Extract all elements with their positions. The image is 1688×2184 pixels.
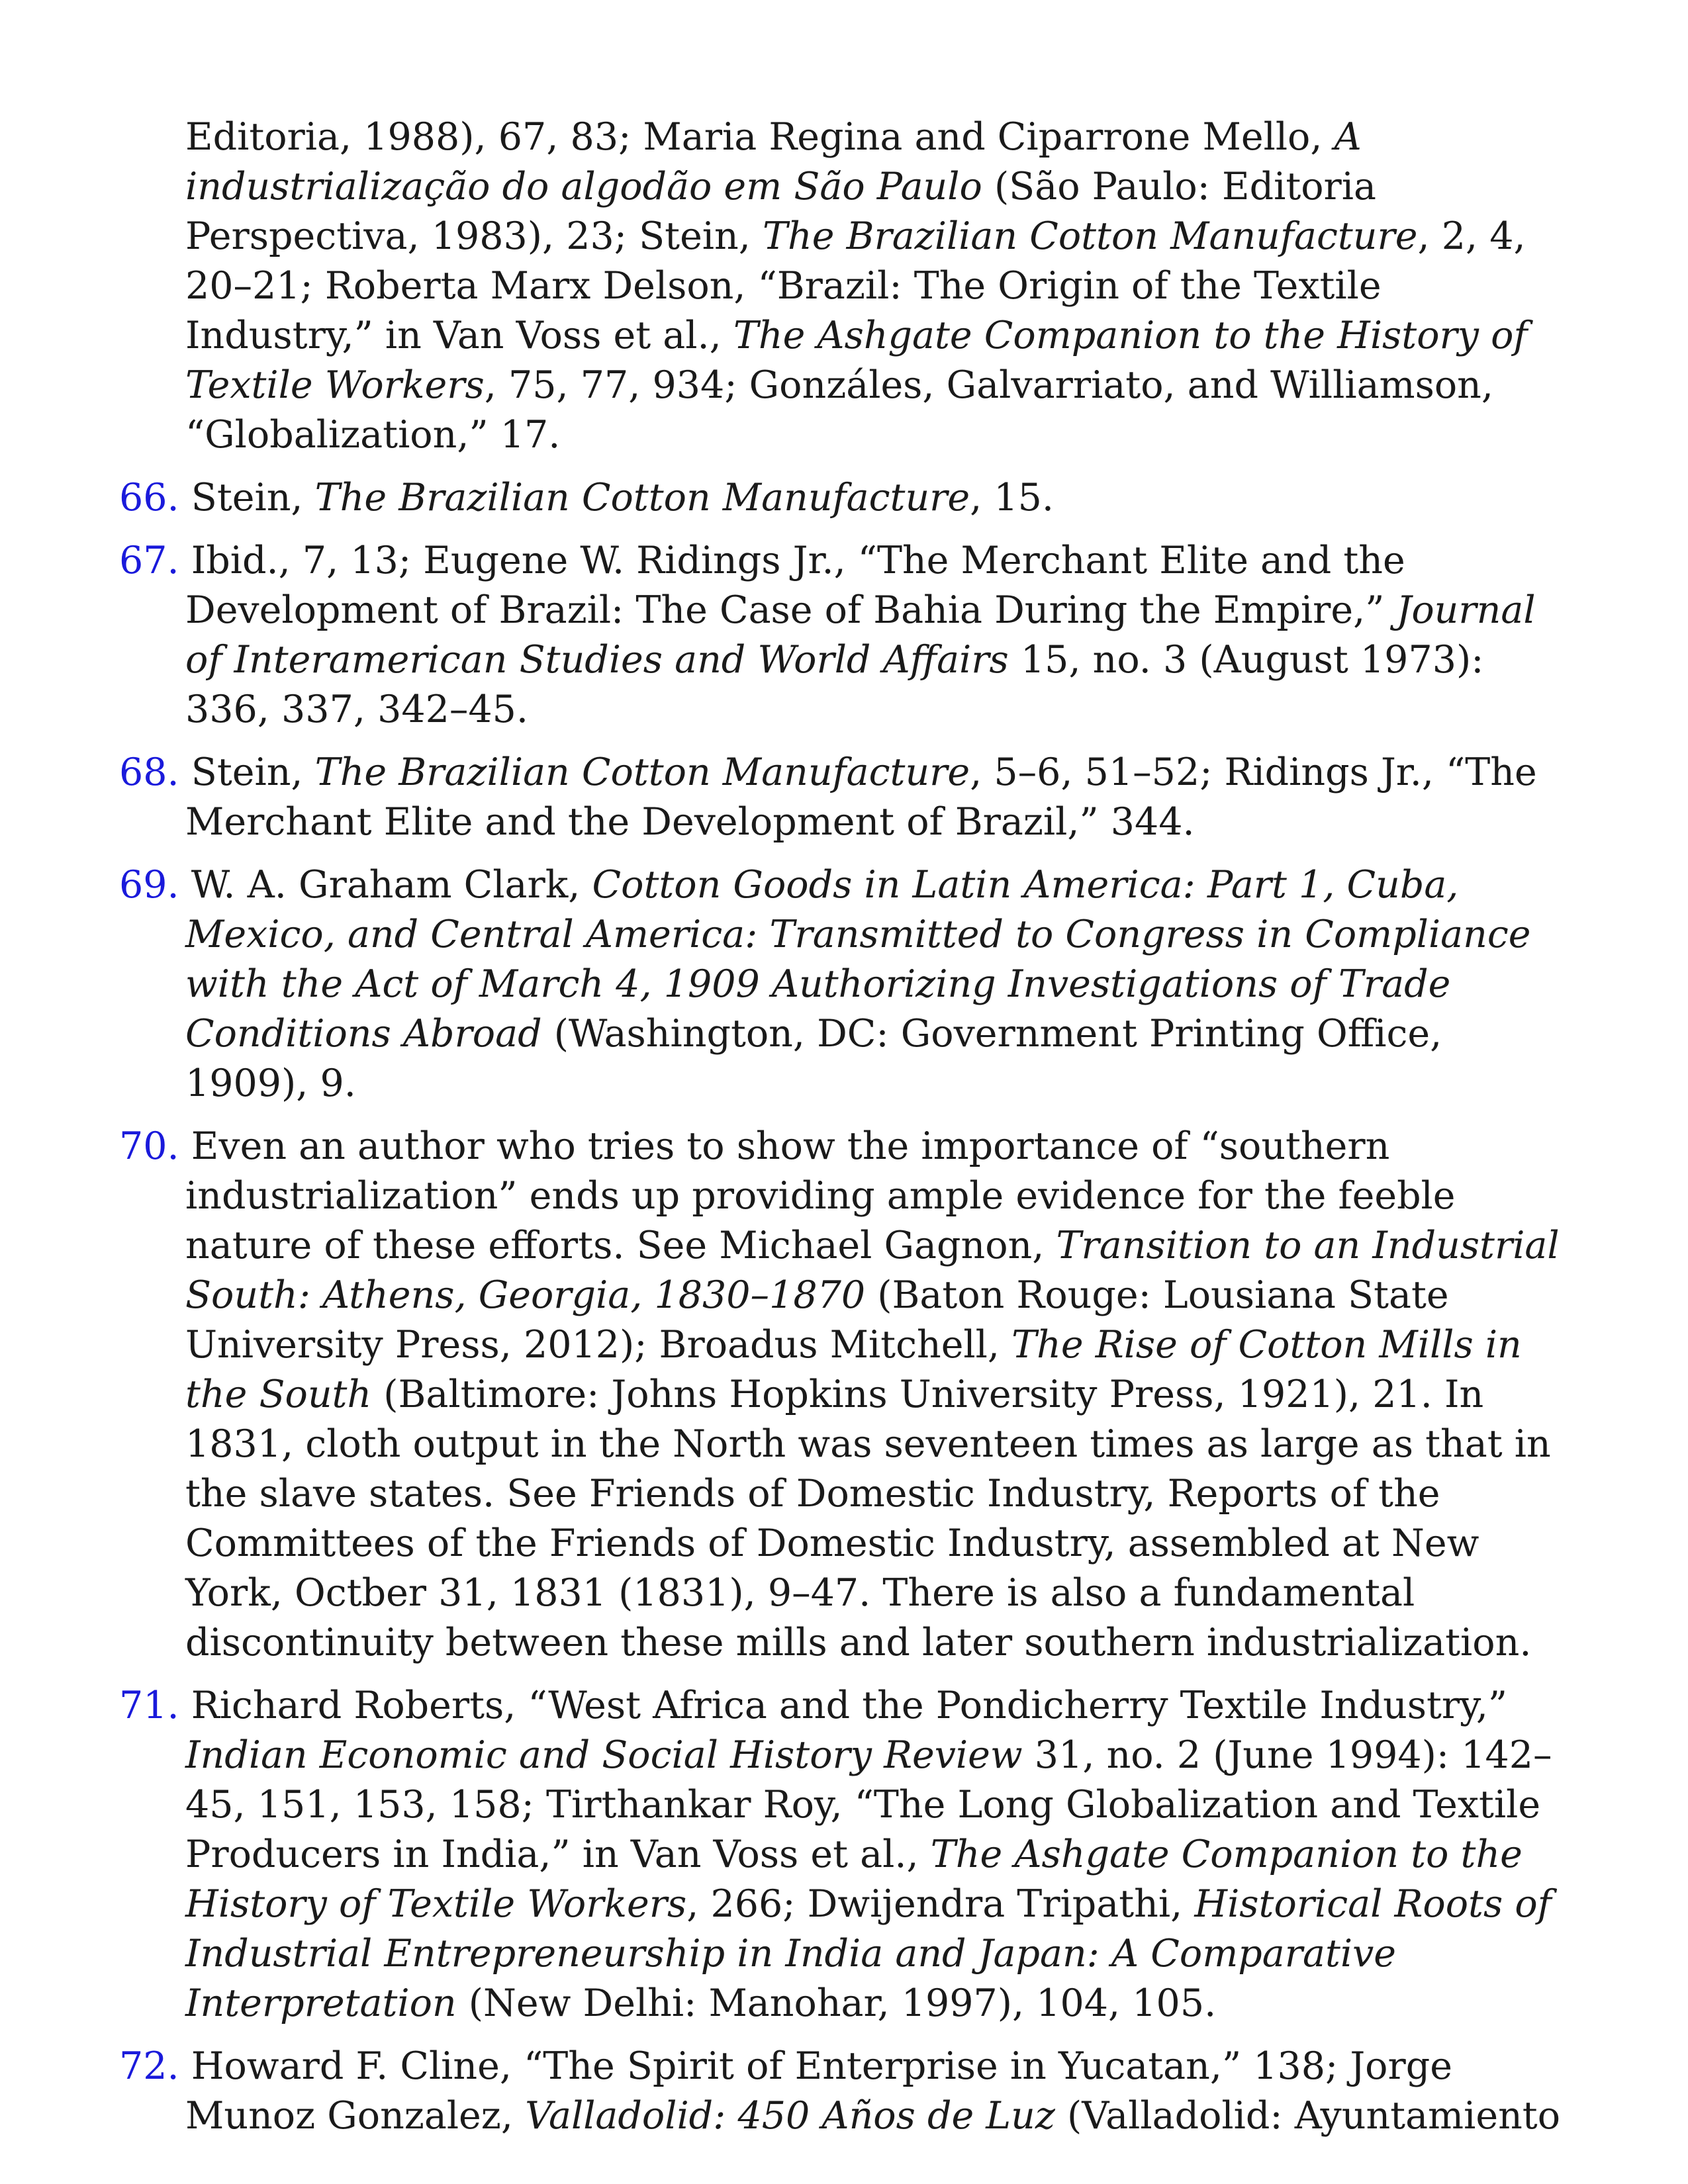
- endnote: [119, 748, 1569, 847]
- cited-title: The Rise of Cotton Mills in the South: [185, 1323, 1522, 1416]
- endnote-text: (São Paulo: Editoria Perspectiva, 1983), 23; Stein,: [185, 165, 1377, 258]
- endnote-number-link[interactable]: 71.: [119, 1684, 179, 1727]
- endnote-text: (Baton Rouge: Lousiana State University Press, 2012); Broadus Mitchell,: [185, 1273, 1449, 1367]
- cited-title: The Ashgate Companion to the History of Textile Workers: [185, 1833, 1523, 1926]
- endnote-number-link[interactable]: 68.: [119, 751, 179, 794]
- endnote-number-link[interactable]: 69.: [119, 863, 179, 907]
- endnote: [119, 1681, 1569, 2028]
- endnote-number-link[interactable]: 67.: [119, 539, 179, 582]
- endnote: [119, 2042, 1569, 2141]
- endnote-number-link[interactable]: 72.: [119, 2044, 179, 2088]
- cited-title: Valladolid: 450 Años de Luz: [525, 2094, 1055, 2138]
- endnote: [119, 113, 1569, 460]
- cited-title: Cotton Goods in Latin America: Part 1, Cuba, Mexico, and Central America: Transmitted to Congress in Compliance with the Act of March 4, 1909 Authorizing Investigations of Trade Conditions Abroad: [185, 863, 1531, 1056]
- cited-title: Historical Roots of Industrial Entrepreneurship in India and Japan: A Comparative Interpretation: [185, 1882, 1552, 2025]
- endnote: [119, 1122, 1569, 1668]
- endnote-text: , 2, 4, 20–21; Roberta Marx Delson, “Brazil: The Origin of the Textile Industry,” in Van Voss et al.,: [185, 214, 1526, 357]
- endnote-text: , 5–6, 51–52; Ridings Jr., “The Merchant Elite and the Development of Brazil,” 344.: [185, 751, 1537, 844]
- endnote: [119, 536, 1569, 735]
- endnote-text: Stein,: [191, 476, 315, 520]
- endnote-text: Stein,: [191, 751, 315, 794]
- endnote-text: Ibid., 7, 13; Eugene W. Ridings Jr., “The Merchant Elite and the Development of Brazil: The Case of Bahia During the Empire,”: [185, 539, 1405, 632]
- endnote-text: Howard F. Cline, “The Spirit of Enterprise in Yucatan,” 138; Jorge Munoz Gonzalez,: [185, 2044, 1452, 2138]
- cited-title: Transition to an Industrial South: Athens, Georgia, 1830–1870: [185, 1224, 1560, 1317]
- endnote-text: 15, no. 3 (August 1973): 336, 337, 342–45.: [185, 638, 1484, 731]
- endnote-number-link[interactable]: 70.: [119, 1124, 179, 1168]
- endnotes-list: [119, 113, 1569, 2141]
- cited-title: A industrialização do algodão em São Paulo: [185, 115, 1362, 208]
- endnote-text: (Valladolid: Ayuntamiento: [1055, 2094, 1561, 2138]
- cited-title: The Ashgate Companion to the History of Textile Workers: [185, 314, 1528, 407]
- endnote-text: , 75, 77, 934; Gonzáles, Galvarriato, and Williamson, “Globalization,” 17.: [185, 363, 1493, 457]
- cited-title: Indian Economic and Social History Review: [185, 1733, 1023, 1777]
- endnote-text: 31, no. 2 (June 1994): 142–45, 151, 153, 158; Tirthankar Roy, “The Long Globalization and Textile Producers in India,” in Van Voss et al.,: [185, 1733, 1552, 1876]
- endnote-text: Richard Roberts, “West Africa and the Pondicherry Textile Industry,”: [191, 1684, 1508, 1727]
- endnote-text: Even an author who tries to show the importance of “southern industrialization” ends up providing ample evidence for the feeble nature of these efforts. See Michael Gagnon,: [185, 1124, 1456, 1267]
- endnote-text: , 15.: [970, 476, 1055, 520]
- endnote-text: W. A. Graham Clark,: [191, 863, 592, 907]
- endnote-text: (Baltimore: Johns Hopkins University Press, 1921), 21. In 1831, cloth output in the North was seventeen times as large as that in the slave states. See Friends of Domestic Industry, Reports of the Committees of the Friends of Domestic Industry, assembled at New York, Octber 31, 1831 (1831), 9–47. There is also a fundamental discontinuity between these mills and later southern industrialization.: [185, 1373, 1551, 1664]
- cited-title: The Brazilian Cotton Manufacture: [762, 214, 1418, 258]
- cited-title: The Brazilian Cotton Manufacture: [314, 751, 970, 794]
- cited-title: Journal of Interamerican Studies and World Affairs: [185, 588, 1536, 682]
- endnote: [119, 860, 1569, 1109]
- cited-title: The Brazilian Cotton Manufacture: [314, 476, 970, 520]
- endnote-number-link[interactable]: 66.: [119, 476, 179, 520]
- endnote-text: , 266; Dwijendra Tripathi,: [686, 1882, 1195, 1926]
- endnote-text: (Washington, DC: Government Printing Office, 1909), 9.: [185, 1012, 1442, 1105]
- endnote-text: Editoria, 1988), 67, 83; Maria Regina and Ciparrone Mello,: [185, 115, 1335, 159]
- endnote-text: (New Delhi: Manohar, 1997), 104, 105.: [456, 1981, 1217, 2025]
- endnote: [119, 473, 1569, 523]
